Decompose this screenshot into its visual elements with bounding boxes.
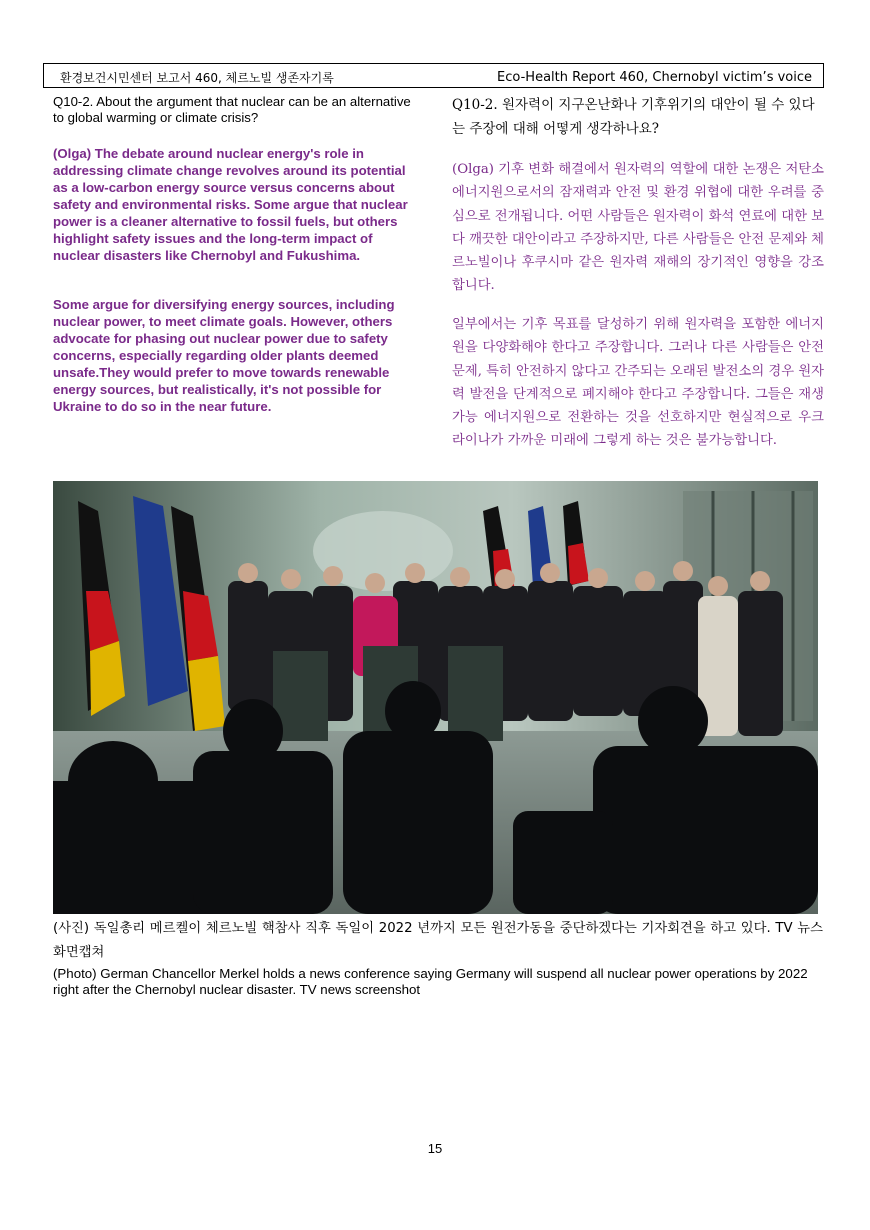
header-title-korean: 환경보건시민센터 보고서 460, 체르노빌 생존자기록 xyxy=(60,71,334,85)
page-number: 15 xyxy=(427,1141,443,1156)
answer-korean-paragraph-2: 일부에서는 기후 목표를 달성하기 위해 원자력을 포함한 에너지원을 다양화해야 한다고 주장합니다. 그러나 다른 사람들은 안전 문제, 특히 안전하지 않다고 간주되는 오래된 발전소의 경우 원자력 발전을 단계적으로 폐지해야 한다고 주장합니다. 그들은 재생 가능 에너지원으로 전환하는 것을 선호하지만 현실적으로 우크라이나가 가까운 미래에 그렇게 하는 것은 불가능합니다. xyxy=(452,317,825,449)
answer-english-paragraph-2: Some argue for diversifying energy sources, including nuclear power, to meet climate goals. However, others advocate for phasing out nuclear power due to safety concerns, especially regarding older plants deemed unsafe.They would prefer to move towards renewable energy sources, but realistically, it's not possible for Ukraine to do so in the near future. xyxy=(53,297,395,414)
press-conference-photo xyxy=(53,481,818,914)
header-title-english: Eco-Health Report 460, Chernobyl victim’s voice xyxy=(497,70,812,85)
answer-english-paragraph-1: (Olga) The debate around nuclear energy's role in addressing climate change revolves around its potential as a low-carbon energy source versus concerns about safety and environmental risks. Some argue that nuclear power is a cleaner alternative to fossil fuels, but others highlight safety issues and the long-term impact of nuclear disasters like Chernobyl and Fukushima. xyxy=(53,146,408,263)
photo-caption-korean: (사진) 독일총리 메르켈이 체르노빌 핵참사 직후 독일이 2022 년까지 모든 원전가동을 중단하겠다는 기자회견을 하고 있다. TV 뉴스 화면캡쳐 xyxy=(53,921,823,960)
question-english: Q10-2. About the argument that nuclear can be an alternative to global warming or climate crisis? xyxy=(53,94,411,125)
answer-korean-paragraph-1: (Olga) 기후 변화 해결에서 원자력의 역할에 대한 논쟁은 저탄소 에너지원으로서의 잠재력과 안전 및 환경 위협에 대한 우려를 중심으로 전개됩니다. 어떤 사람들은 원자력이 화석 연료에 대한 보다 깨끗한 대안이라고 주장하지만, 다른 사람들은 안전 문제와 체르노빌이나 후쿠시마 같은 원자력 재해의 장기적인 영향을 강조합니다. xyxy=(452,162,825,294)
photo-caption-english: (Photo) German Chancellor Merkel holds a news conference saying Germany will suspend all nuclear power operations by 2022 right after the Chernobyl nuclear disaster. TV news screenshot xyxy=(53,966,808,997)
question-korean: Q10-2. 원자력이 지구온난화나 기후위기의 대안이 될 수 있다는 주장에 대해 어떻게 생각하나요? xyxy=(452,97,815,137)
